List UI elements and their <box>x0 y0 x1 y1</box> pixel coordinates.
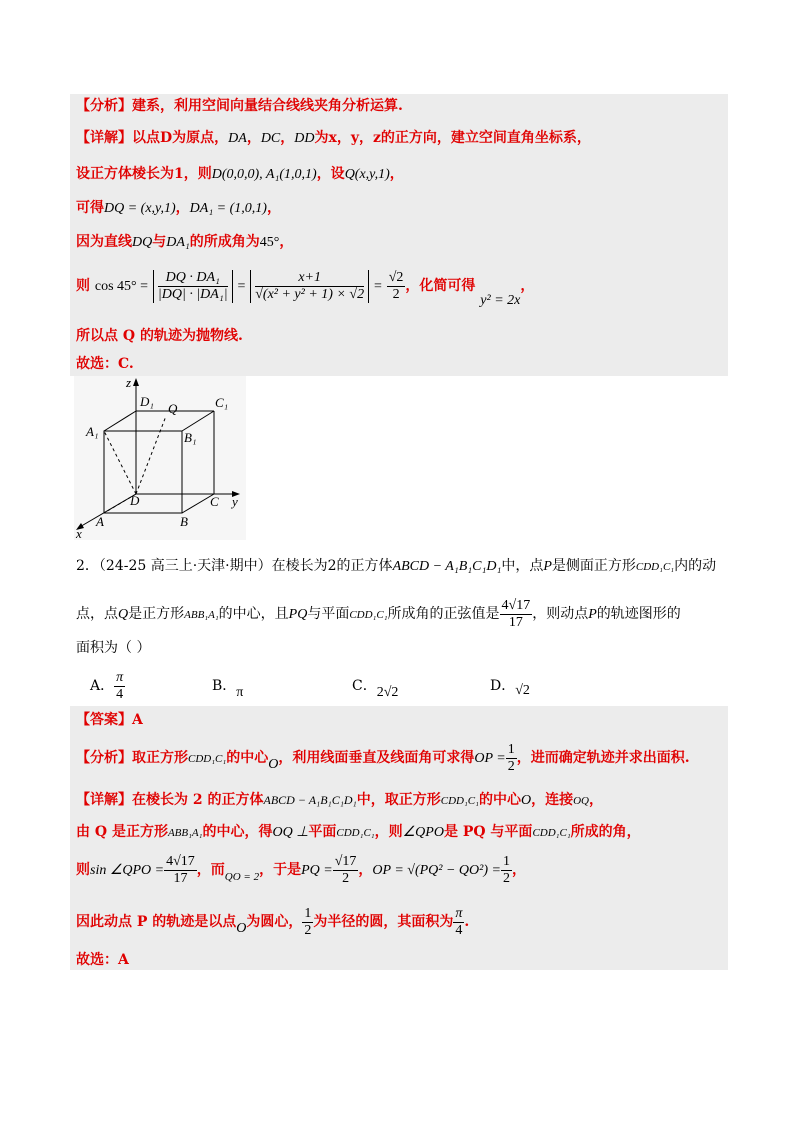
face-name: CDD₁C₁ <box>635 561 675 573</box>
text: 则 <box>76 278 90 294</box>
text: 则 <box>76 862 90 878</box>
analysis-tag: 【分析】 <box>76 98 132 114</box>
text: ， <box>520 278 535 294</box>
point-o: O <box>268 757 279 772</box>
qo-expression: QO = 2 <box>224 871 260 883</box>
text: 为圆心， <box>246 914 303 930</box>
coordinates: D(0,0,0), A₁(1,0,1) <box>211 167 317 182</box>
option-label: C． <box>352 678 377 694</box>
equals: = <box>373 279 382 294</box>
x-axis <box>78 494 136 528</box>
label-x: x <box>76 526 82 540</box>
edge-a1d1 <box>104 411 136 431</box>
fraction-coordinates: $\frac{x+1}{\text{√(x² + y² + 1) × √2}}$ <box>250 270 369 303</box>
text: 的中心，且 <box>218 606 289 622</box>
question-2-line-3: 面积为（ ） <box>76 640 151 656</box>
text: ， <box>279 234 294 250</box>
label-b1: B₁ <box>184 430 197 445</box>
text: ，连接 <box>531 792 574 808</box>
edge-b1c1 <box>182 411 214 431</box>
vector-dd1: DD <box>294 131 315 146</box>
area-fraction: $\frac{\pi}{4}$ <box>455 905 463 938</box>
text: ，则动点 <box>532 606 589 622</box>
text: 内的动 <box>674 558 717 574</box>
vector-da: DA <box>228 131 247 146</box>
label-b: B <box>180 514 188 529</box>
half-fraction: $\frac{1}{2}$ <box>507 741 515 774</box>
text: 所成的角， <box>570 824 641 840</box>
detail-tag: 【详解】 <box>76 130 132 146</box>
solution-1-line-3 <box>76 164 404 185</box>
text: 的中心，得 <box>202 824 273 840</box>
text: ， <box>511 862 526 878</box>
solution-2-detail <box>76 790 603 811</box>
cos-expression: cos 45° = <box>94 279 149 294</box>
point-o: O <box>520 793 532 808</box>
text: ，而 <box>196 862 225 878</box>
text: ， <box>588 792 603 808</box>
text: 的中心 <box>478 792 521 808</box>
option-d-value: √2 <box>515 683 530 698</box>
label-a: A <box>96 514 104 529</box>
text: 是 PQ 与平面 <box>443 824 533 840</box>
answer-value: A <box>132 712 143 728</box>
face-name: CDD₁C₁ <box>532 827 571 839</box>
question-2-line-2 <box>76 596 681 633</box>
line-da1: DA₁ <box>166 235 190 250</box>
option-label: D． <box>490 678 516 694</box>
solution-1-line-6 <box>76 268 535 308</box>
label-y: y <box>232 494 238 509</box>
text: ，利用线面垂直及线面角可求得 <box>278 750 475 766</box>
solution-2-analysis <box>76 740 690 777</box>
text: 取正方形 <box>132 750 188 766</box>
text: 所成角的正弦值是 <box>387 606 500 622</box>
vector-dc: DC <box>260 131 281 146</box>
face-name: ABB₁A₁ <box>167 827 203 839</box>
text: ， <box>175 200 190 216</box>
segment-oq: OQ <box>573 795 589 807</box>
sine-fraction: $\frac{4√17}{17}$ <box>166 853 195 886</box>
pq-expression: PQ = <box>301 863 333 878</box>
question-number: 2． <box>76 558 99 574</box>
option-label: B． <box>212 678 237 694</box>
segment-pq: PQ <box>288 607 308 622</box>
perpendicular-expression: OQ ⊥ <box>272 825 309 840</box>
detail-prefix: 以点D为原点， <box>132 130 229 146</box>
solution-2-answer <box>76 710 143 730</box>
pq-fraction: $\frac{√17}{2}$ <box>334 853 357 886</box>
solution-2-choice: 故选：A <box>76 952 129 968</box>
parabola-equation: y² = 2x <box>480 293 521 308</box>
text: 因为直线 <box>76 234 132 250</box>
option-label: A． <box>90 678 115 694</box>
label-c1: C₁ <box>215 395 229 410</box>
label-z: z <box>126 376 132 390</box>
option-a[interactable] <box>90 668 125 704</box>
text: 设正方体棱长为1，则 <box>76 166 212 182</box>
text: 与平面 <box>307 606 350 622</box>
analysis-tag: 【分析】 <box>76 750 132 766</box>
text: ，进而确定轨迹并求出面积. <box>516 750 690 766</box>
question-source: （24-25 高三上·天津·期中） <box>98 558 272 574</box>
angle-qpo: ∠QPO <box>402 825 444 840</box>
fraction-cos-vectors: $\frac{\text{DQ · DA₁}}{\text{|DQ| · |DA₁|}}$ <box>153 270 233 303</box>
text: 是正方形 <box>128 606 185 622</box>
front-face <box>104 431 182 513</box>
label-c: C <box>210 494 219 509</box>
solution-1-line-5 <box>76 232 293 253</box>
face-name: CDD₁C₁ <box>188 753 227 765</box>
vector-da1: DA₁ = (1,0,1) <box>189 201 267 216</box>
text: ， <box>389 166 404 182</box>
point-q: Q <box>118 607 129 622</box>
face-name: CDD₁C₁ <box>349 609 388 621</box>
cube-name: ABCD − A₁B₁C₁D₁ <box>263 793 357 807</box>
equals: = <box>237 279 246 294</box>
detail-suffix: 为x，y，z的正方向，建立空间直角坐标系， <box>314 130 591 146</box>
angle: 45° <box>259 235 280 250</box>
label-d: D <box>130 493 140 508</box>
solution-1-conclusion: 所以点 Q 的轨迹为抛物线. <box>76 328 243 344</box>
text: ，设 <box>316 166 345 182</box>
option-d[interactable] <box>490 676 530 697</box>
question-2-line-1 <box>76 556 716 577</box>
text: 在棱长为 2 的正方体 <box>132 792 264 808</box>
point-q: Q(x,y,1) <box>344 167 390 182</box>
op-expression: OP = √(PQ² − QO²) = <box>372 863 501 878</box>
segment-da1 <box>104 431 136 494</box>
text: . <box>464 914 470 930</box>
solution-1-choice: 故选：C. <box>76 356 134 372</box>
text: ，于是 <box>259 862 302 878</box>
vector-dq: DQ = (x,y,1) <box>104 201 176 216</box>
solution-1-analysis <box>76 96 403 116</box>
solution-1-line-4 <box>76 198 281 219</box>
text: 为半径的圆，其面积为 <box>313 914 454 930</box>
op-expression: OP = <box>474 751 506 766</box>
sine-fraction: $\frac{4√17}{17}$ <box>501 597 531 630</box>
text: 的中心 <box>226 750 269 766</box>
text: ， <box>358 862 373 878</box>
text: 可得 <box>76 200 104 216</box>
separator: ， <box>280 130 295 146</box>
cube-diagram <box>74 376 246 540</box>
cube-name: ABCD − A₁B₁C₁D₁ <box>392 559 502 574</box>
text: 与 <box>152 234 167 250</box>
segment-dq <box>136 416 166 494</box>
text: 是侧面正方形 <box>551 558 636 574</box>
solution-2-line-5 <box>76 904 469 941</box>
text: 点，点 <box>76 606 118 622</box>
face-name: CDD₁C₁ <box>440 795 479 807</box>
text: 因此动点 P 的轨迹是以点 <box>76 914 237 930</box>
text: 平面 <box>308 824 337 840</box>
point-o: O <box>236 921 247 936</box>
sine-expression: sin ∠QPO = <box>90 863 165 878</box>
text: 在棱长为2的正方体 <box>271 558 393 574</box>
face-name: ABB₁A₁ <box>184 609 219 621</box>
face-name: CDD₁C₁ <box>336 827 375 839</box>
text: 中，取正方形 <box>356 792 441 808</box>
text: 由 Q 是正方形 <box>76 824 168 840</box>
text: 的所成角为 <box>189 234 260 250</box>
text: ，化简可得 <box>405 278 476 294</box>
text: ， <box>266 200 281 216</box>
option-c-value: 2√2 <box>376 685 399 700</box>
option-b[interactable] <box>212 676 244 700</box>
separator: ， <box>246 130 261 146</box>
solution-1-detail <box>76 128 591 149</box>
analysis-text: 建系，利用空间向量结合线线夹角分析运算. <box>132 98 403 114</box>
line-dq: DQ <box>132 235 153 250</box>
answer-tag: 【答案】 <box>76 712 132 728</box>
solution-2-line-3 <box>76 822 641 843</box>
detail-tag: 【详解】 <box>76 792 132 808</box>
text: ，则 <box>374 824 403 840</box>
label-d1: D₁ <box>140 394 154 409</box>
cube-figure <box>74 376 246 540</box>
text: 中，点 <box>501 558 544 574</box>
label-a1: A₁ <box>86 424 99 439</box>
option-b-value: π <box>236 685 244 700</box>
fraction-root2-over-2: $\frac{√2}{2}$ <box>388 269 404 302</box>
option-a-fraction: $\frac{\pi}{4}$ <box>116 669 124 702</box>
point-p: P <box>543 559 552 574</box>
option-c[interactable] <box>352 676 399 700</box>
radius-fraction: $\frac{1}{2}$ <box>304 905 312 938</box>
z-arrow-icon <box>133 378 139 386</box>
solution-2-line-4 <box>76 852 526 889</box>
op-fraction: $\frac{1}{2}$ <box>502 853 510 886</box>
text: 的轨迹图形的 <box>596 606 681 622</box>
label-q: Q <box>168 401 178 416</box>
point-p: P <box>588 607 597 622</box>
